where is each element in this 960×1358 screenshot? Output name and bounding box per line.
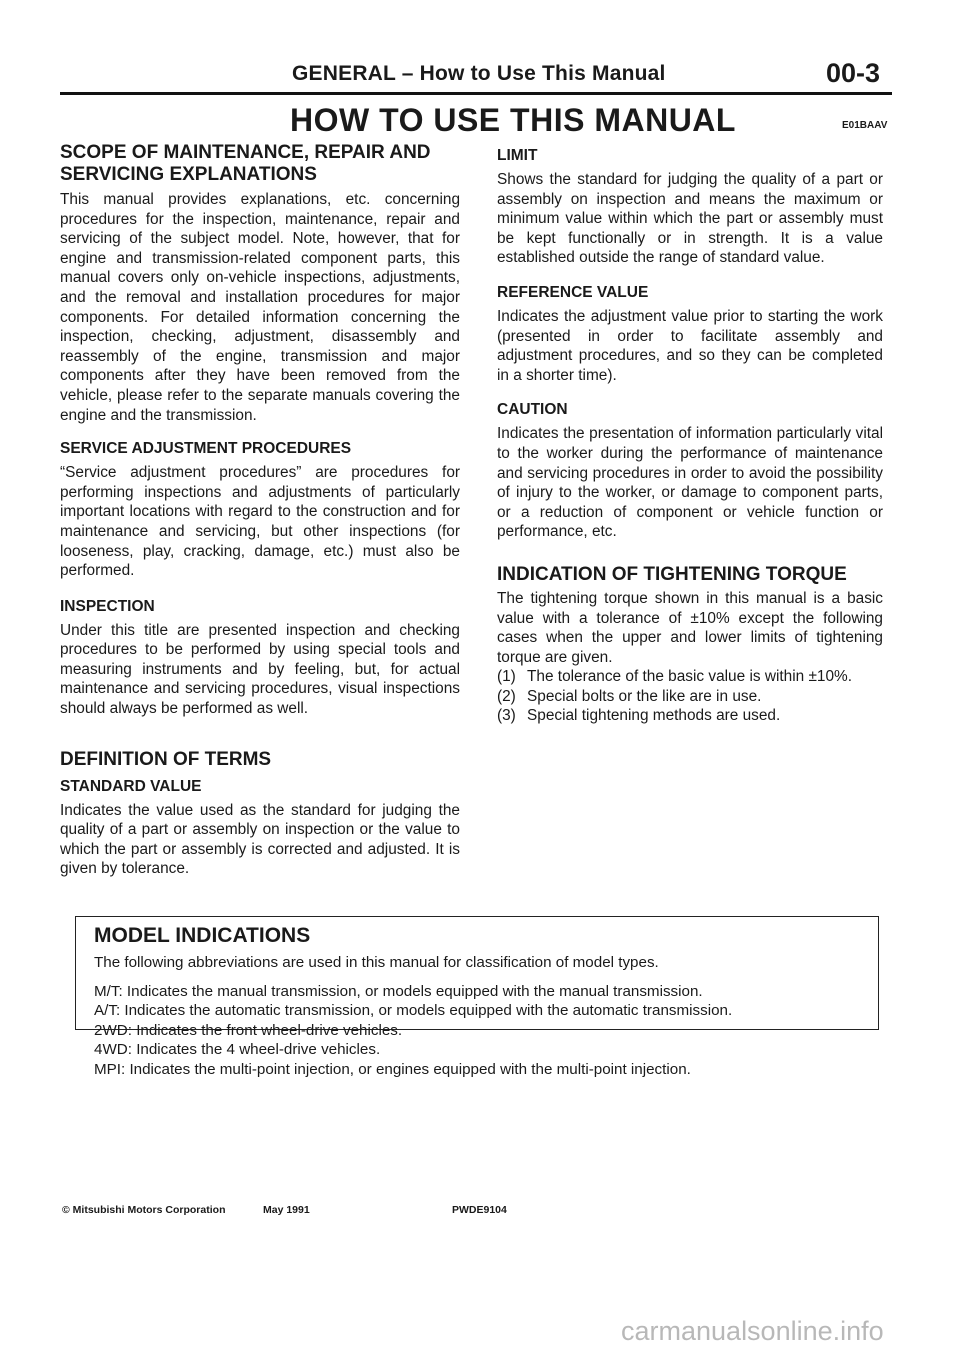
header-title: GENERAL – How to Use This Manual bbox=[292, 62, 666, 85]
caution-text: Indicates the presentation of information particularly vital to the worker during the performance of maintenance and servicing procedures in order to avoid the possibility of injury to the worker, or damage to component parts, or a reduction of component or vehicle function or performance, etc. bbox=[497, 425, 883, 541]
torque-heading: INDICATION OF TIGHTENING TORQUE bbox=[497, 563, 847, 585]
model-indications-heading: MODEL INDICATIONS bbox=[94, 924, 311, 947]
service-adjustment-text: “Service adjustment procedures” are procedures for performing inspections and adjustments of particularly important locations with regard to the construction and for maintenance and servicing, but other inspections (for looseness, play, cracking, damage, etc.) must also be performed. bbox=[60, 464, 460, 580]
model-indications-intro: The following abbreviations are used in this manual for classification of model types. bbox=[94, 954, 659, 971]
model-indication-line: A/T: Indicates the automatic transmission, or models equipped with the automatic transmission. bbox=[94, 1002, 733, 1019]
torque-item-text: Special tightening methods are used. bbox=[527, 707, 781, 725]
torque-item-text: Special bolts or the like are in use. bbox=[527, 687, 762, 705]
model-indications-content bbox=[94, 953, 732, 1079]
model-indication-line: 2WD: Indicates the front wheel-drive vehicles. bbox=[94, 1021, 403, 1039]
footer-date: May 1991 bbox=[263, 1204, 310, 1216]
reference-value-text: Indicates the adjustment value prior to starting the work (presented in order to facilitate assembly and adjustment procedures, and so they can be completed in a shorter time). bbox=[497, 307, 883, 384]
caution-heading: CAUTION bbox=[497, 401, 568, 419]
service-adjustment-heading: SERVICE ADJUSTMENT PROCEDURES bbox=[60, 440, 352, 458]
model-indication-line: M/T: Indicates the manual transmission, or models equipped with the manual transmission. bbox=[94, 982, 703, 1000]
torque-item-2 bbox=[497, 687, 883, 707]
definition-heading: DEFINITION OF TERMS bbox=[60, 748, 272, 770]
standard-value-heading: STANDARD VALUE bbox=[60, 777, 202, 795]
page-number: 00-3 bbox=[826, 58, 881, 88]
model-indication-line: MPI: Indicates the multi-point injection, or engines equipped with the multi-point injection. bbox=[94, 1060, 691, 1078]
document-code: E01BAAV bbox=[842, 120, 888, 131]
left-column bbox=[60, 142, 460, 879]
scope-heading-line1: SCOPE OF MAINTENANCE, REPAIR AND bbox=[60, 142, 431, 163]
inspection-heading: INSPECTION bbox=[60, 597, 155, 615]
watermark: carmanualsonline.info bbox=[621, 1316, 884, 1346]
scope-heading-line2: SERVICING EXPLANATIONS bbox=[60, 164, 317, 185]
scope-text: This manual provides explanations, etc. concerning procedures for the inspection, maintenance, repair and servicing of the subject model. Note, however, that for engine and transmission-related component parts, this manual covers only on-vehicle inspections, adjustments, and the removal and installation procedures for major components. For detailed information concerning the inspection, checking, adjustment, disassembly and reassembly of the engine, transmission and major components after they have been removed from the vehicle, please refer to the separate manuals covering the engine and the transmission. bbox=[60, 191, 460, 424]
torque-item-1 bbox=[497, 667, 883, 687]
torque-item-text: The tolerance of the basic value is within ±10%. bbox=[527, 668, 852, 686]
reference-value-heading: REFERENCE VALUE bbox=[497, 283, 649, 301]
right-column bbox=[497, 146, 883, 726]
torque-item-number: (1) bbox=[497, 668, 516, 686]
limit-heading: LIMIT bbox=[497, 147, 538, 164]
torque-text: The tightening torque shown in this manual is a basic value with a tolerance of ±10% except the following cases when the upper and lower limits of tightening torque are given. bbox=[497, 589, 883, 666]
scope-heading bbox=[60, 142, 460, 190]
standard-value-text: Indicates the value used as the standard for judging the quality of a part or assembly on inspection or the value to which the part or assembly is corrected and adjusted. It is given by tolerance. bbox=[60, 801, 460, 878]
header-divider bbox=[60, 92, 892, 95]
page-title: HOW TO USE THIS MANUAL bbox=[290, 102, 736, 138]
inspection-text: Under this title are presented inspection and checking procedures to be performed by using special tools and measuring instruments and by feeling, but, for actual maintenance and servicing procedures, visual inspections should always be performed as well. bbox=[60, 621, 460, 718]
torque-item-number: (3) bbox=[497, 707, 516, 725]
limit-text: Shows the standard for judging the quality of a part or assembly on inspection and means the maximum or minimum value within which the part or assembly must be kept functionally or in strength. It is a value established outside the range of standard value. bbox=[497, 171, 883, 267]
footer-copyright: © Mitsubishi Motors Corporation bbox=[62, 1204, 226, 1216]
model-indication-line: 4WD: Indicates the 4 wheel-drive vehicles. bbox=[94, 1041, 381, 1058]
footer-code: PWDE9104 bbox=[452, 1204, 507, 1216]
torque-item-number: (2) bbox=[497, 687, 516, 705]
torque-item-3 bbox=[497, 706, 883, 726]
